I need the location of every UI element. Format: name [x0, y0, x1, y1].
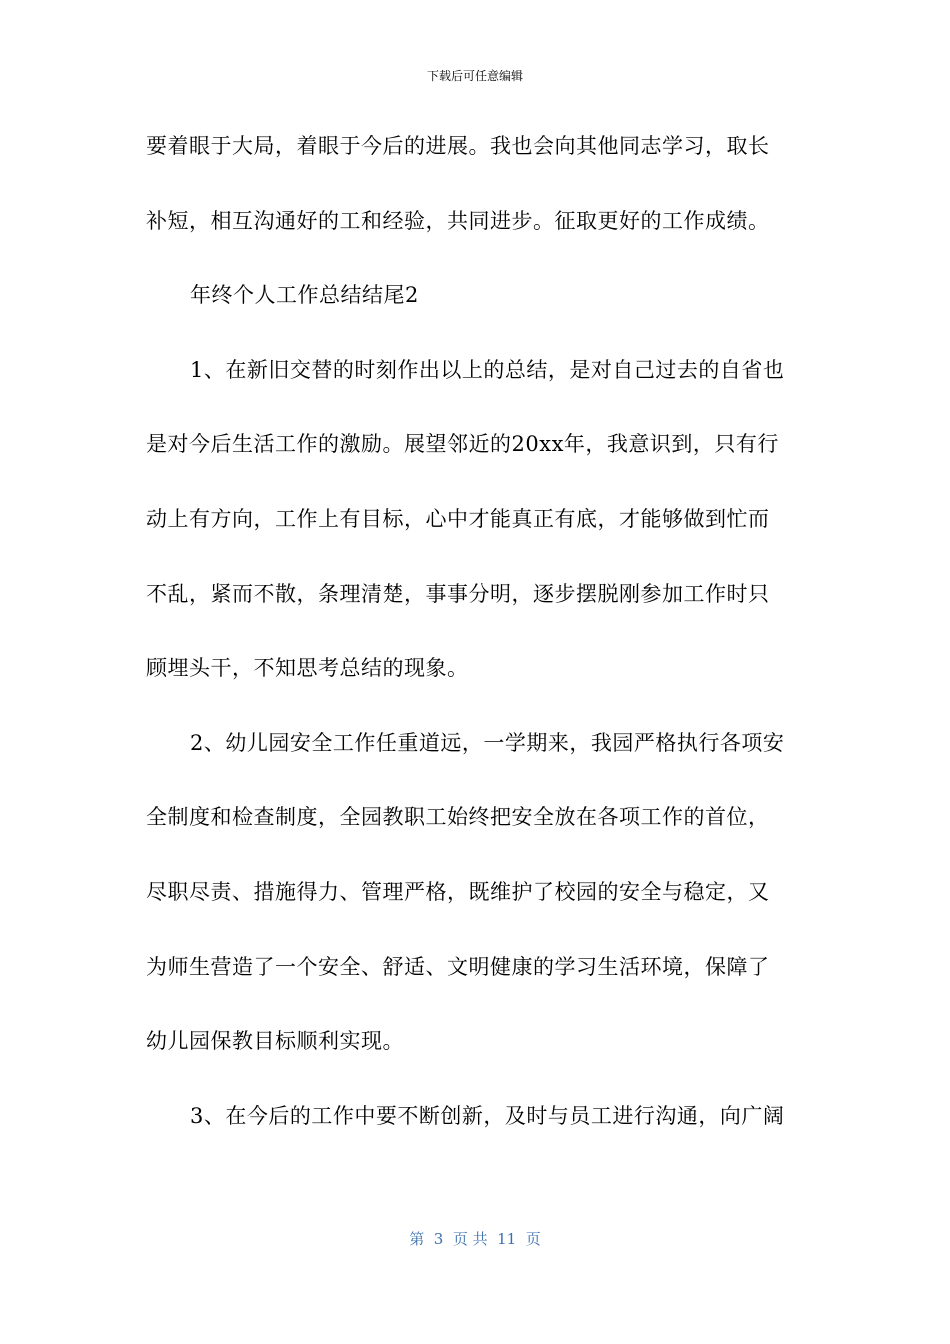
page-indicator: 第 3 页 共 11 页 [409, 1230, 541, 1248]
text-line: 全制度和检查制度，全园教职工始终把安全放在各项工作的首位， [146, 805, 770, 830]
document-body [146, 124, 808, 1168]
text-line: 补短，相互沟通好的工和经验，共同进步。征取更好的工作成绩。 [146, 208, 770, 233]
text-line: 2、幼儿园安全工作任重道远，一学期来，我园严格执行各项安 [190, 730, 785, 755]
header-note: 下载后可任意编辑 [426, 69, 523, 83]
text-line: 顾埋头干，不知思考总结的现象。 [146, 656, 469, 681]
text-line: 3、在今后的工作中要不断创新，及时与员工进行沟通，向广阔 [190, 1103, 785, 1128]
text-line: 不乱，紧而不散，条理清楚，事事分明，逐步摆脱刚参加工作时只 [146, 581, 770, 606]
text-line: 动上有方向，工作上有目标，心中才能真正有底，才能够做到忙而 [146, 506, 770, 531]
text-line: 为师生营造了一个安全、舒适、文明健康的学习生活环境，保障了 [146, 954, 770, 979]
text-line: 1、在新旧交替的时刻作出以上的总结，是对自己过去的自省也 [190, 357, 785, 382]
section-heading: 年终个人工作总结结尾2 [190, 283, 419, 308]
text-line: 是对今后生活工作的激励。展望邻近的20xx年，我意识到，只有行 [146, 432, 779, 457]
text-line: 尽职尽责、措施得力、管理严格，既维护了校园的安全与稳定，又 [146, 879, 770, 904]
text-line: 要着眼于大局，着眼于今后的进展。我也会向其他同志学习，取长 [146, 134, 770, 158]
text-line: 幼儿园保教目标顺利实现。 [146, 1029, 404, 1054]
